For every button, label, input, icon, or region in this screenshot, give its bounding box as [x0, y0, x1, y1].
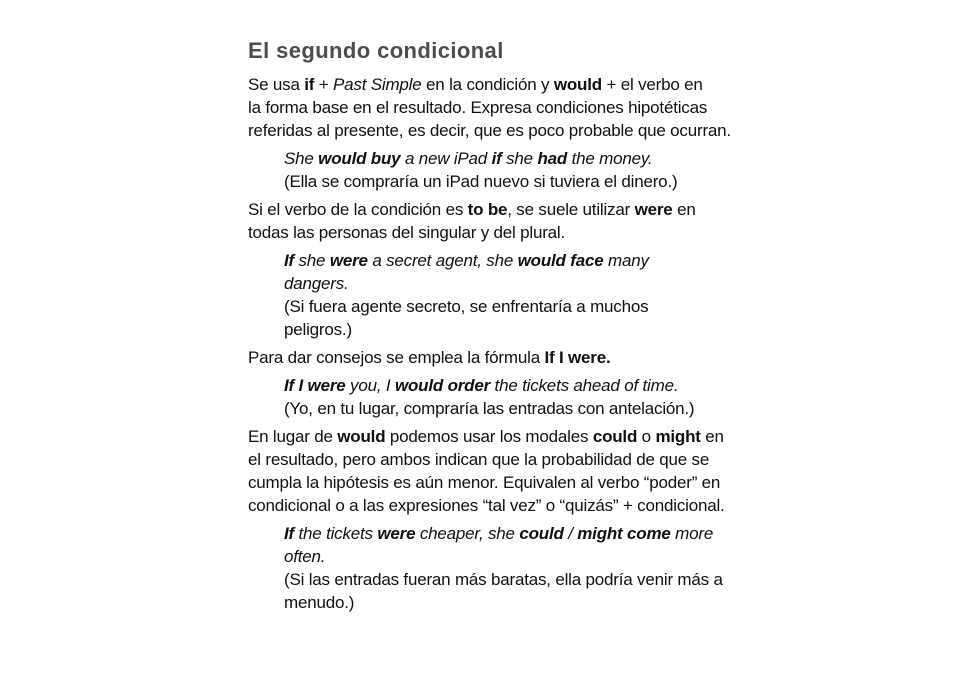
- text-run: menudo.): [284, 593, 355, 612]
- text-run: more: [670, 524, 714, 543]
- grammar-section: [248, 38, 808, 619]
- text-run: (Yo, en tu lugar, compraría las entradas con antelación.): [284, 399, 695, 418]
- text-run: , se suele utilizar: [507, 200, 635, 219]
- text-run: to be: [467, 200, 508, 219]
- text-line: [284, 318, 808, 341]
- text-run: the money.: [567, 149, 653, 168]
- text-line: [248, 73, 808, 96]
- text-run: a secret agent, she: [367, 251, 518, 270]
- text-run: had: [537, 149, 568, 168]
- text-run: referidas al presente, es decir, que es poco probable que ocurran.: [248, 121, 731, 140]
- text-run: en la condición y: [421, 75, 554, 94]
- text-run: Si el verbo de la condición es: [248, 200, 468, 219]
- text-run: (Ella se compraría un iPad nuevo si tuviera el dinero.): [284, 172, 678, 191]
- text-run: would: [337, 427, 386, 446]
- text-run: She: [284, 149, 319, 168]
- text-line: [284, 545, 808, 568]
- text-run: If I were: [284, 376, 346, 395]
- text-line: [248, 346, 808, 369]
- text-run: if: [304, 75, 315, 94]
- example-if-i-were: [248, 374, 808, 420]
- text-line: [284, 591, 808, 614]
- text-run: she: [501, 149, 538, 168]
- text-run: todas las personas del singular y del plural.: [248, 223, 566, 242]
- text-run: could: [592, 427, 638, 446]
- were-rule-paragraph: [248, 198, 808, 244]
- text-run: la forma base en el resultado. Expresa condiciones hipotéticas: [248, 98, 708, 117]
- text-run: Past Simple: [333, 75, 422, 94]
- text-line: [248, 221, 808, 244]
- text-run: would buy: [318, 149, 401, 168]
- text-run: (Si fuera agente secreto, se enfrentaría a muchos: [284, 297, 649, 316]
- text-run: dangers.: [284, 274, 349, 293]
- text-run: condicional o a las expresiones “tal vez” o “quizás” + condicional.: [248, 496, 725, 515]
- text-run: peligros.): [284, 320, 352, 339]
- advice-paragraph: [248, 346, 808, 369]
- example-could-might: [248, 522, 808, 614]
- text-line: [284, 170, 808, 193]
- text-run: If I were.: [544, 348, 611, 367]
- text-run: en: [672, 200, 696, 219]
- section-title: El segundo condicional: [248, 38, 504, 63]
- text-line: [248, 448, 808, 471]
- text-run: el resultado, pero ambos indican que la probabilidad de que se: [248, 450, 710, 469]
- example-secret-agent: [248, 249, 808, 341]
- text-run: were: [634, 200, 673, 219]
- text-run: podemos usar los modales: [385, 427, 593, 446]
- text-run: might: [655, 427, 701, 446]
- text-run: were: [377, 524, 416, 543]
- text-line: [248, 471, 808, 494]
- text-run: En lugar de: [248, 427, 338, 446]
- text-line: [284, 568, 808, 591]
- text-run: +: [314, 75, 334, 94]
- text-run: if: [491, 149, 502, 168]
- intro-paragraph: [248, 73, 808, 142]
- text-run: the tickets: [293, 524, 378, 543]
- text-run: often.: [284, 547, 326, 566]
- text-run: + el verbo en: [601, 75, 703, 94]
- text-run: Se usa: [248, 75, 305, 94]
- text-run: would: [553, 75, 602, 94]
- text-run: If: [284, 251, 294, 270]
- text-run: If: [284, 524, 294, 543]
- text-run: many: [603, 251, 649, 270]
- text-line: [248, 119, 808, 142]
- text-run: would order: [394, 376, 491, 395]
- text-run: were: [329, 251, 368, 270]
- text-line: [284, 295, 808, 318]
- text-run: o: [637, 427, 656, 446]
- text-run: Para dar consejos se emplea la fórmula: [248, 348, 545, 367]
- text-line: [248, 198, 808, 221]
- text-line: [284, 522, 808, 545]
- example-would-buy: [248, 147, 808, 193]
- text-run: could: [519, 524, 564, 543]
- text-run: cumpla la hipótesis es aún menor. Equivalen al verbo “poder” en: [248, 473, 721, 492]
- text-line: [248, 96, 808, 119]
- text-run: en: [700, 427, 724, 446]
- modals-paragraph: [248, 425, 808, 517]
- text-line: [284, 397, 808, 420]
- text-line: [284, 374, 808, 397]
- content-blocks: [248, 73, 808, 614]
- text-line: [248, 425, 808, 448]
- text-run: would face: [517, 251, 604, 270]
- text-line: [284, 272, 808, 295]
- text-line: [248, 494, 808, 517]
- text-run: might come: [577, 524, 671, 543]
- text-line: [284, 147, 808, 170]
- text-run: (Si las entradas fueran más baratas, ella podría venir más a: [284, 570, 723, 589]
- text-run: the tickets ahead of time.: [490, 376, 679, 395]
- text-run: /: [563, 524, 578, 543]
- text-line: [284, 249, 808, 272]
- text-run: cheaper, she: [415, 524, 520, 543]
- text-run: she: [293, 251, 330, 270]
- text-run: a new iPad: [400, 149, 492, 168]
- text-run: you, I: [345, 376, 395, 395]
